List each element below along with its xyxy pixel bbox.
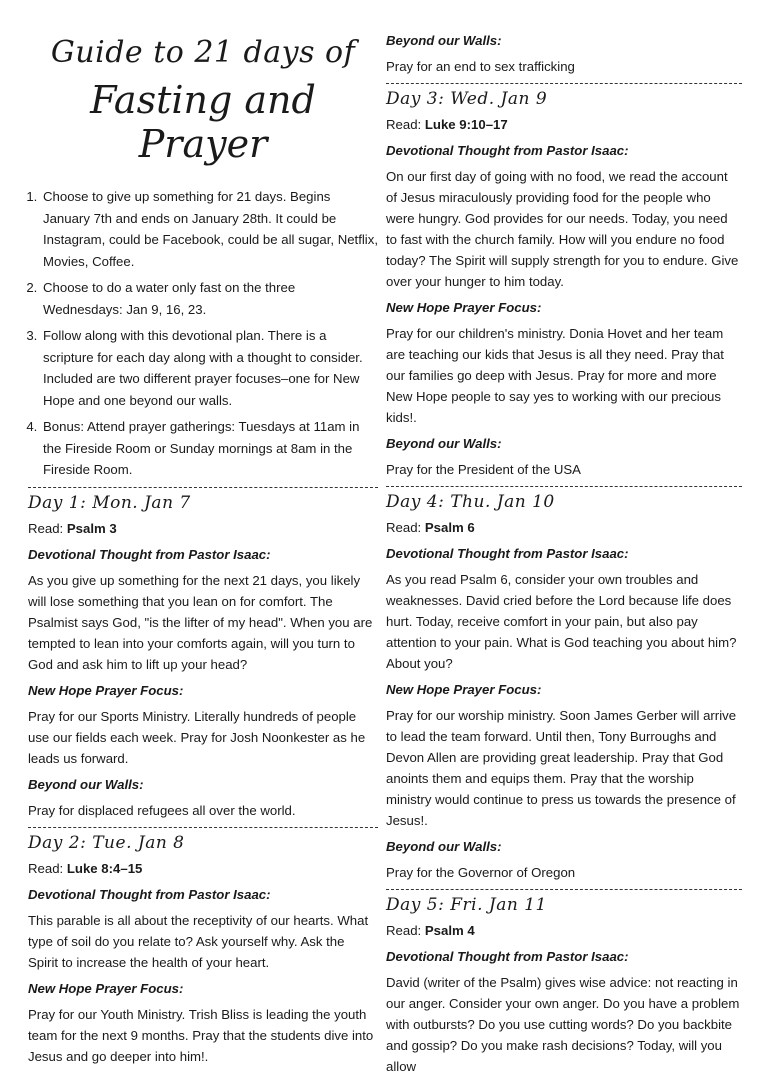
title-line-1: Guide to 21 days of [50,35,356,70]
day-heading: Day 1: Mon. Jan 7 [28,492,191,513]
read-label: Read: [386,923,425,938]
devotional-text: As you read Psalm 6, consider your own troubles and weaknesses. David cried before the Lord because life does hurt. Today, receive comfort in your pain, but also pay attention to your pain. What is God teaching you about him? About you? [386,572,737,671]
scripture-ref: Psalm 4 [424,923,475,938]
new-hope-text: Pray for our worship ministry. Soon James Gerber will arrive to lead the team forward. Until then, Tony Burroughs and Devon Allen are providing great leadership. Pray that God anoints them and equips them. Pray that the worship ministry would continue to press us towards the presence of Jesus!. [386,708,737,828]
devotional-label: Devotional Thought from Pastor Isaac: [28,886,271,902]
devotional-label: Devotional Thought from Pastor Isaac: [28,546,271,562]
day-heading: Day 3: Wed. Jan 9 [386,89,548,109]
devotional-text: David (writer of the Psalm) gives wise advice: not reacting in our anger. Consider your own anger. Do you have a problem with outbursts? Do you use cutting words? Do you backbite and gossip? Do you make rash decisions? Today, will you allow [386,975,740,1074]
intro-item: 3. Follow along with this devotional plan. There is a scripture for each day along with a thought to consider. Included are two different prayer focuses–one for New Hope and one beyond our walls. [41,325,378,411]
day-heading: Day 4: Thu. Jan 10 [386,492,555,512]
read-label: Read: [386,117,425,132]
new-hope-text: Pray for our Sports Ministry. Literally hundreds of people use our fields each week. Pray for Josh Noonkester as he leads us forward. [28,708,366,766]
scripture-ref: Psalm 3 [66,520,117,536]
divider [386,889,742,890]
read-label: Read: [28,520,67,536]
left-column [28,0,378,1072]
beyond-label: Beyond our Walls: [28,776,144,792]
day-4-section [386,489,742,883]
scripture-ref: Luke 9:10–17 [424,117,508,132]
devotional-text: As you give up something for the next 21 days, you likely will lose something that you lean on for comfort. The Psalmist says God, "is the lifter of my head". When you are tempted to lean into your comforts again, will you turn to God and ask him to lift up your head? [28,572,373,672]
devotional-label: Devotional Thought from Pastor Isaac: [386,143,629,158]
title-line-2: Fasting and Prayer [90,78,316,166]
beyond-text: Pray for the President of the USA [386,462,581,477]
divider [28,827,378,828]
devotional-label: Devotional Thought from Pastor Isaac: [386,546,629,561]
divider [386,83,742,84]
beyond-label: Beyond our Walls: [386,839,502,854]
devotional-text: This parable is all about the receptivity of our hearts. What type of soil do you relate to? Ask yourself why. Ask the Spirit to increase the health of your heart. [28,912,369,970]
beyond-label: Beyond our Walls: [386,33,502,48]
day-2-section [28,830,378,1067]
devotional-text: On our first day of going with no food, we read the account of Jesus miraculously providing food for the people who were hungry. God provides for our needs. Today, you need to fast with the church family. How will you endure no food today? The Spirit will supply strength for you to endure. Give over your hunger to him today. [386,169,739,289]
read-line [386,517,742,538]
new-hope-label: New Hope Prayer Focus: [386,300,542,315]
divider [28,487,378,488]
day-heading: Day 2: Tue. Jan 8 [28,832,185,853]
beyond-text: Pray for the Governor of Oregon [386,865,576,880]
read-label: Read: [386,520,425,535]
new-hope-text: Pray for our children's ministry. Donia Hovet and her team are teaching our kids that Jesus is all they need. Pray that our families go deep with Jesus. Pray for more and more New Hope people to say yes to working with our precious kids!. [386,326,724,425]
day-3-section [386,86,742,480]
new-hope-label: New Hope Prayer Focus: [386,682,542,697]
right-column [386,30,742,1082]
divider [386,486,742,487]
read-line [386,114,742,135]
scripture-ref: Luke 8:4–15 [66,860,143,876]
scripture-ref: Psalm 6 [424,520,475,535]
new-hope-text: Pray for our Youth Ministry. Trish Bliss is leading the youth team for the next 9 months. Pray that the students dive into Jesus and go deeper into him!. [28,1006,374,1064]
beyond-label: Beyond our Walls: [386,436,502,451]
beyond-text: Pray for displaced refugees all over the world. [28,802,296,818]
intro-item: 4. Bonus: Attend prayer gatherings: Tuesdays at 11am in the Fireside Room or Sunday mornings at 8am in the Fireside Room. [41,416,378,481]
beyond-text: Pray for an end to sex trafficking [386,59,575,74]
read-label: Read: [28,860,67,876]
intro-item: 1. Choose to give up something for 21 days. Begins January 7th and ends on January 28th. It could be Instagram, could be Facebook, could be all sugar, Netflix, Movies, Coffee. [41,186,378,272]
read-line [386,920,742,941]
day-heading: Day 5: Fri. Jan 11 [386,895,547,915]
day-1-section [28,490,378,821]
new-hope-label: New Hope Prayer Focus: [28,682,184,698]
day-5-section [386,892,742,1077]
intro-item: 2. Choose to do a water only fast on the three Wednesdays: Jan 9, 16, 23. [41,277,378,320]
devotional-label: Devotional Thought from Pastor Isaac: [386,949,629,964]
read-line [28,518,378,539]
read-line [28,858,378,879]
intro-list [28,186,378,481]
new-hope-label: New Hope Prayer Focus: [28,980,184,996]
